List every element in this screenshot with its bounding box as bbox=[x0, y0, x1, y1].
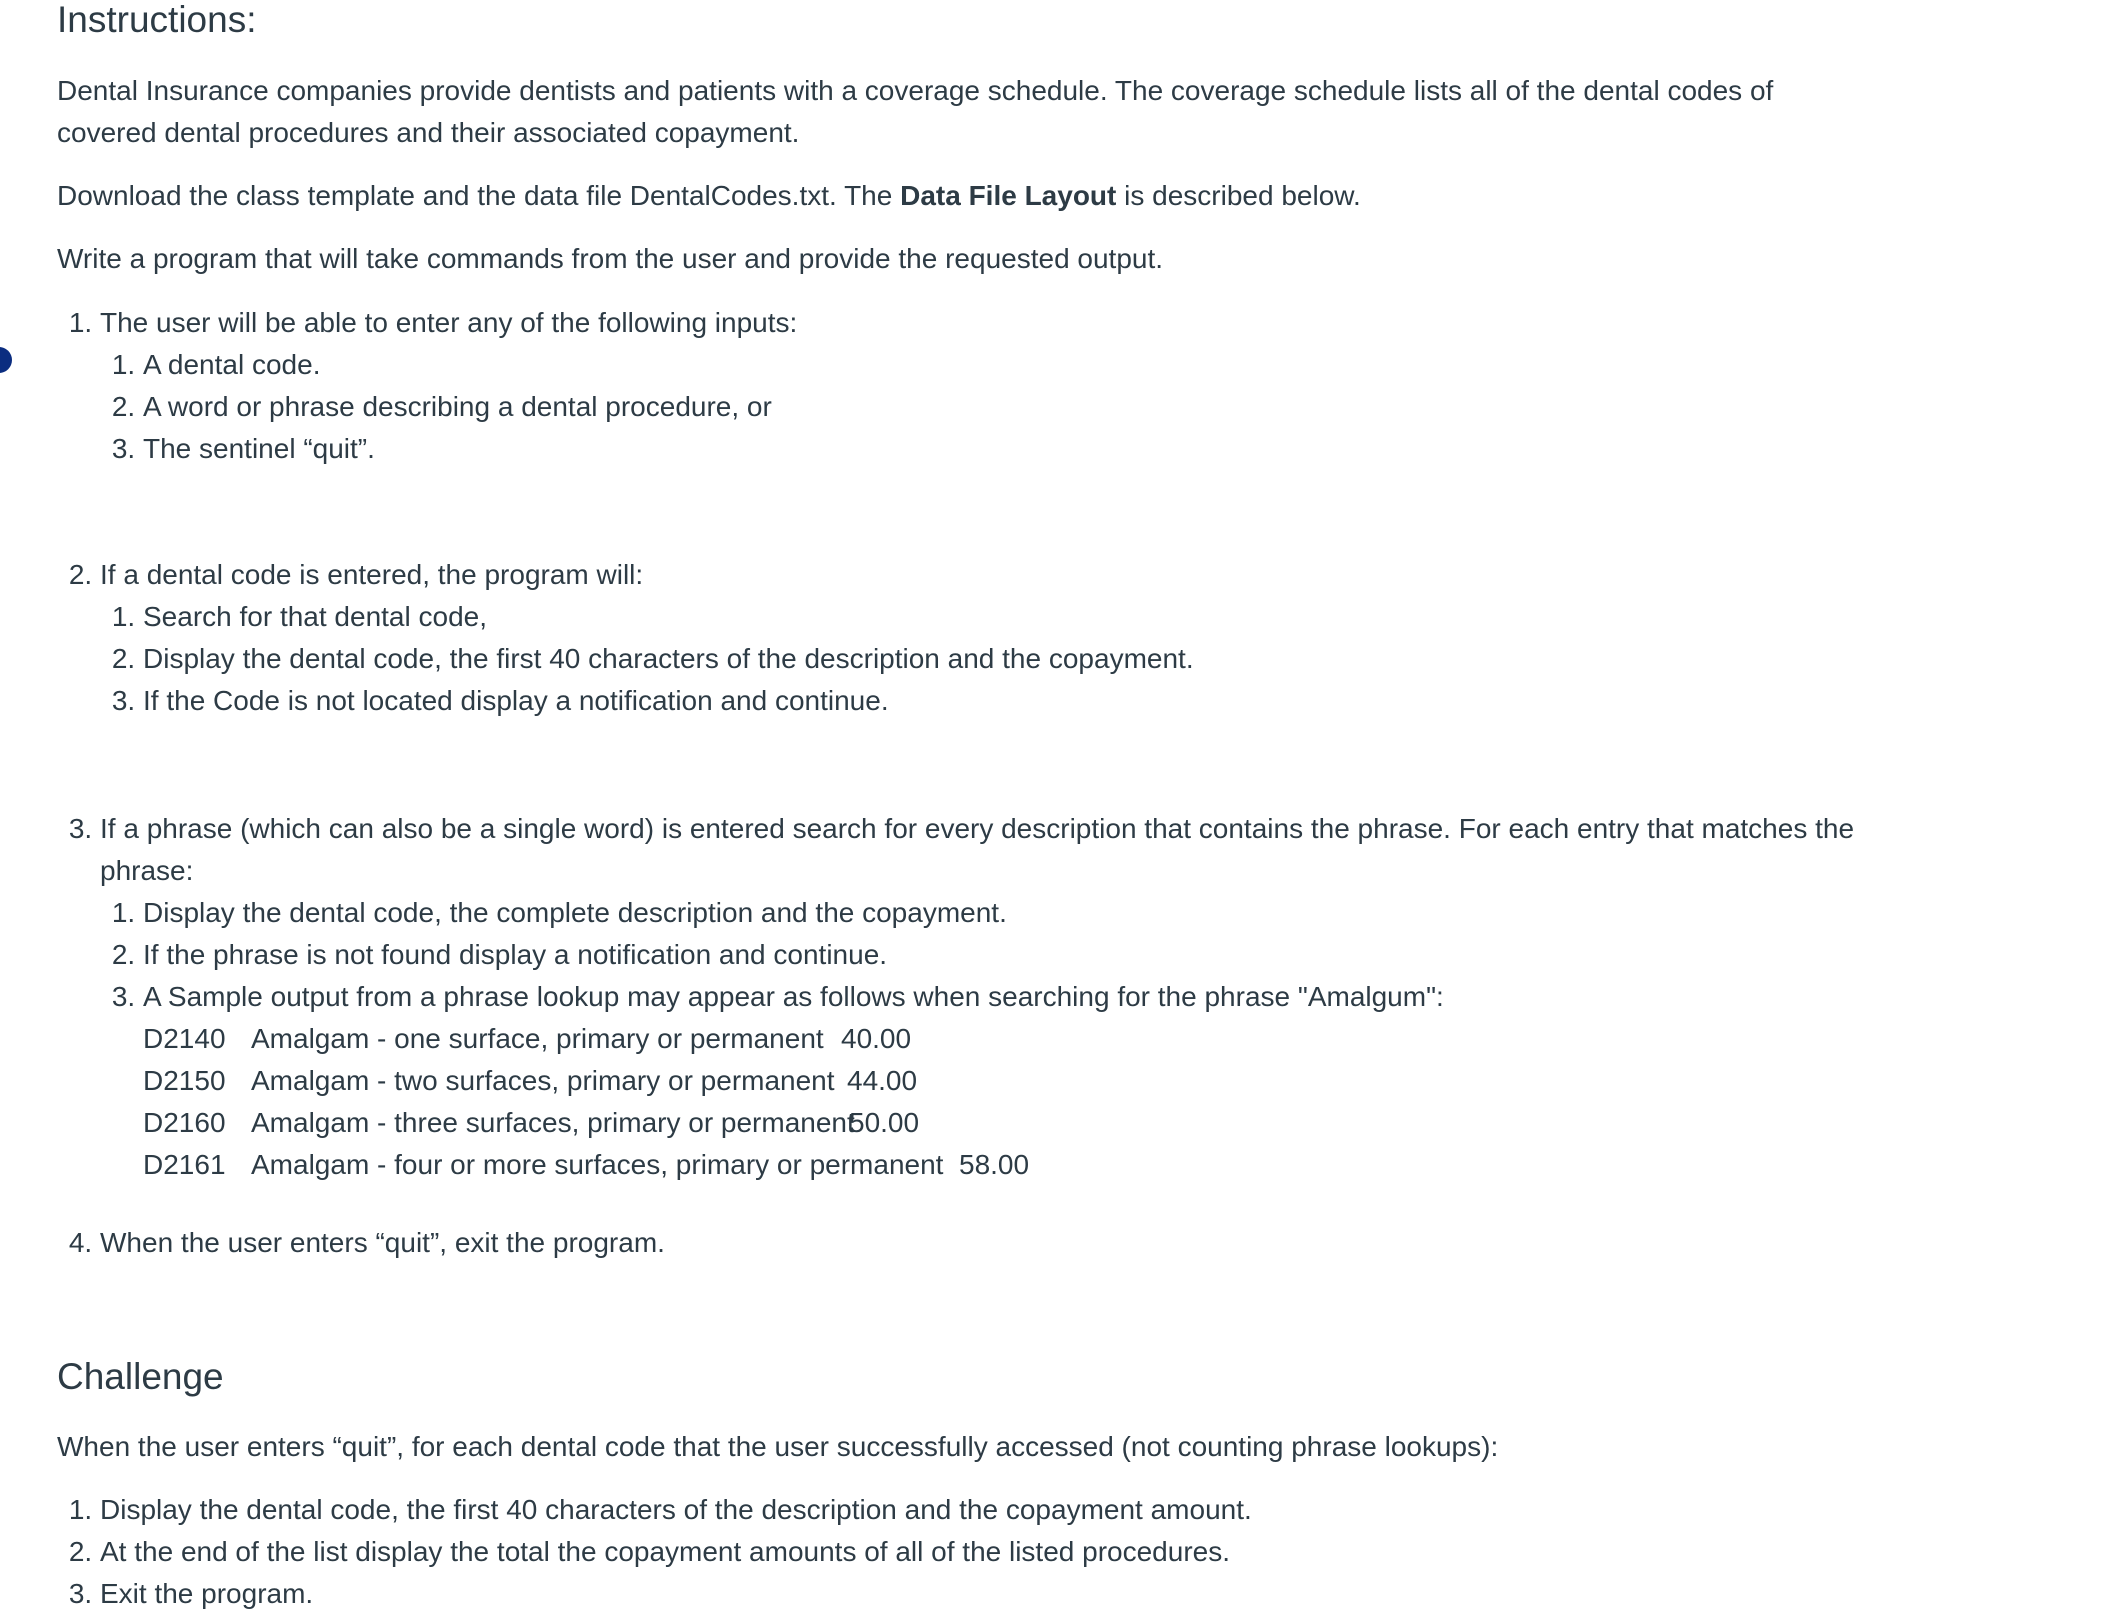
substep-item: 3. If the Code is not located display a notification and continue. bbox=[143, 680, 1920, 722]
challenge-paragraph: When the user enters “quit”, for each dental code that the user successfully accessed (not counting phrase lookups): bbox=[57, 1431, 1499, 1462]
challenge-list bbox=[57, 1489, 1920, 1615]
sample-desc: Amalgam - one surface, primary or permanent bbox=[251, 1023, 824, 1054]
substep-item: 2. Display the dental code, the first 40 characters of the description and the copayment. bbox=[143, 638, 1920, 680]
step-list-3 bbox=[57, 808, 1900, 1186]
intro-paragraph: Dental Insurance companies provide dentists and patients with a coverage schedule. The coverage schedule lists all of the dental codes of covered dental procedures and their associated copayment. bbox=[57, 75, 1774, 148]
sample-desc: Amalgam - three surfaces, primary or permanent bbox=[251, 1107, 855, 1138]
download-text-after: is described below. bbox=[1116, 180, 1361, 211]
step-item bbox=[100, 808, 1900, 1186]
substep-item: 1. A dental code. bbox=[143, 344, 1920, 386]
sample-desc: Amalgam - two surfaces, primary or permanent bbox=[251, 1065, 835, 1096]
step-item: 4. When the user enters “quit”, exit the program. bbox=[100, 1222, 1920, 1264]
substep-item bbox=[143, 976, 1900, 1186]
challenge-item: 1. Display the dental code, the first 40 characters of the description and the copayment amount. bbox=[100, 1489, 1920, 1531]
step-text: If a phrase (which can also be a single word) is entered search for every description that contains the phrase. For each entry that matches the phrase: bbox=[100, 813, 1855, 886]
sample-amount: 50.00 bbox=[849, 1107, 920, 1138]
sample-code: D2160 bbox=[143, 1107, 226, 1138]
substep-item: 1. Search for that dental code, bbox=[143, 596, 1920, 638]
sample-amount: 40.00 bbox=[841, 1023, 912, 1054]
sample-amount: 44.00 bbox=[847, 1065, 918, 1096]
challenge-item: 3. Exit the program. bbox=[100, 1573, 1920, 1615]
step-item bbox=[100, 302, 1920, 470]
sample-row bbox=[143, 1102, 1900, 1144]
sample-code: D2150 bbox=[143, 1065, 226, 1096]
step-text: If a dental code is entered, the program will: bbox=[100, 559, 644, 590]
instructions-heading: Instructions: bbox=[57, 0, 257, 40]
sample-amount: 58.00 bbox=[959, 1149, 1030, 1180]
sample-row bbox=[143, 1144, 1900, 1186]
substep-list bbox=[100, 892, 1900, 1186]
step-list-2 bbox=[57, 554, 1920, 722]
sample-desc: Amalgam - four or more surfaces, primary or permanent bbox=[251, 1149, 944, 1180]
substep-item: 1. Display the dental code, the complete description and the copayment. bbox=[143, 892, 1900, 934]
sample-code: D2161 bbox=[143, 1149, 226, 1180]
substep-item: 3. The sentinel “quit”. bbox=[143, 428, 1920, 470]
sample-code: D2140 bbox=[143, 1023, 226, 1054]
step-list-1 bbox=[57, 302, 1920, 470]
step-text: The user will be able to enter any of the following inputs: bbox=[100, 307, 798, 338]
scroll-marker-dot bbox=[0, 347, 12, 373]
substep-list bbox=[100, 596, 1920, 722]
substep-item: 2. If the phrase is not found display a notification and continue. bbox=[143, 934, 1900, 976]
challenge-heading: Challenge bbox=[57, 1356, 224, 1397]
substep-list bbox=[100, 344, 1920, 470]
step-list-4 bbox=[57, 1222, 1920, 1264]
step-item bbox=[100, 554, 1920, 722]
download-text-before: Download the class template and the data file DentalCodes.txt. The bbox=[57, 180, 901, 211]
data-file-layout-bold: Data File Layout bbox=[900, 180, 1117, 211]
sample-row bbox=[143, 1018, 1900, 1060]
write-paragraph: Write a program that will take commands from the user and provide the requested output. bbox=[57, 243, 1164, 274]
download-paragraph bbox=[57, 175, 1877, 217]
sample-output bbox=[143, 1018, 1900, 1186]
sample-row bbox=[143, 1060, 1900, 1102]
substep-item: 2. A word or phrase describing a dental procedure, or bbox=[143, 386, 1920, 428]
sample-intro: A Sample output from a phrase lookup may appear as follows when searching for the phrase "Amalgum": bbox=[143, 981, 1444, 1012]
challenge-item: 2. At the end of the list display the total the copayment amounts of all of the listed procedures. bbox=[100, 1531, 1920, 1573]
